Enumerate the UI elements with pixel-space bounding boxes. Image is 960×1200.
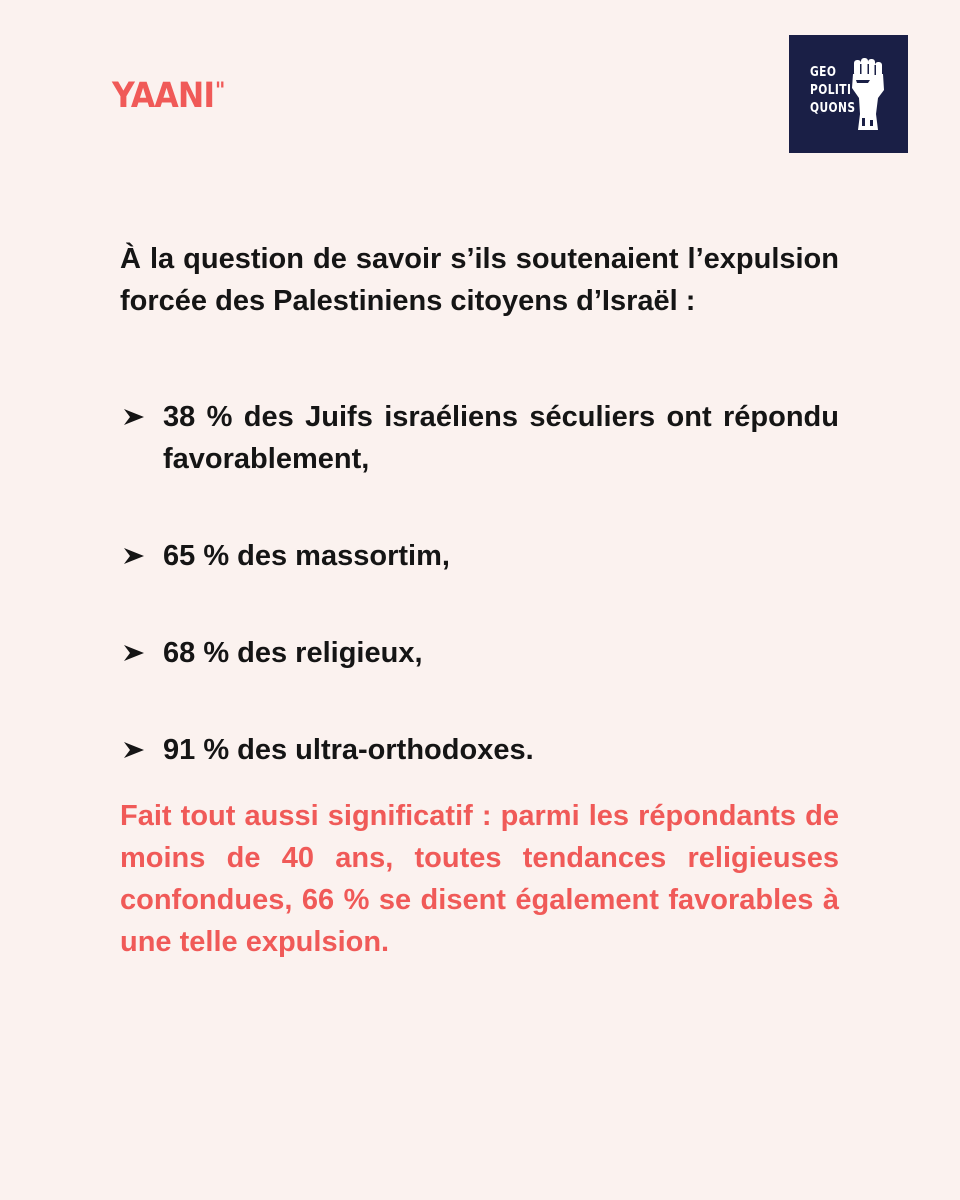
- list-item: [120, 396, 839, 480]
- conclusion-paragraph: Fait tout aussi significatif : parmi les répondants de moins de 40 ans, toutes tendances religieuses confondues, 66 % se disent également favorables à une telle expulsion.: [120, 800, 839, 958]
- list-item-text: 68 % des religieux,: [163, 637, 423, 669]
- geopolitiquons-logo: [789, 35, 908, 153]
- yaani-logo: [112, 76, 224, 116]
- yaani-logo-mark: ": [215, 79, 225, 104]
- list-item-text: 91 % des ultra-orthodoxes.: [163, 734, 534, 766]
- list-item-text: 65 % des massortim,: [163, 540, 450, 572]
- logo-line-3: QUONS: [810, 101, 856, 116]
- arrowhead-bullet-icon: [124, 548, 144, 564]
- arrowhead-bullet-icon: [124, 742, 144, 758]
- logo-line-1: GEO: [810, 65, 837, 80]
- list-item: [120, 535, 839, 577]
- arrowhead-bullet-icon: [124, 409, 144, 425]
- list-item-text: 38 % des Juifs israéliens séculiers ont répondu favorablement,: [163, 401, 839, 475]
- arrowhead-bullet-icon: [124, 645, 144, 661]
- raised-fist-icon: [848, 56, 888, 130]
- intro-paragraph: À la question de savoir s’ils soutenaient l’expulsion forcée des Palestiniens citoyens d’Israël :: [120, 243, 839, 317]
- list-item: [120, 729, 839, 771]
- results-list: [120, 396, 839, 771]
- list-item: [120, 632, 839, 674]
- yaani-logo-text: YAANI: [112, 76, 215, 116]
- logo-line-2: POLITI: [810, 83, 852, 98]
